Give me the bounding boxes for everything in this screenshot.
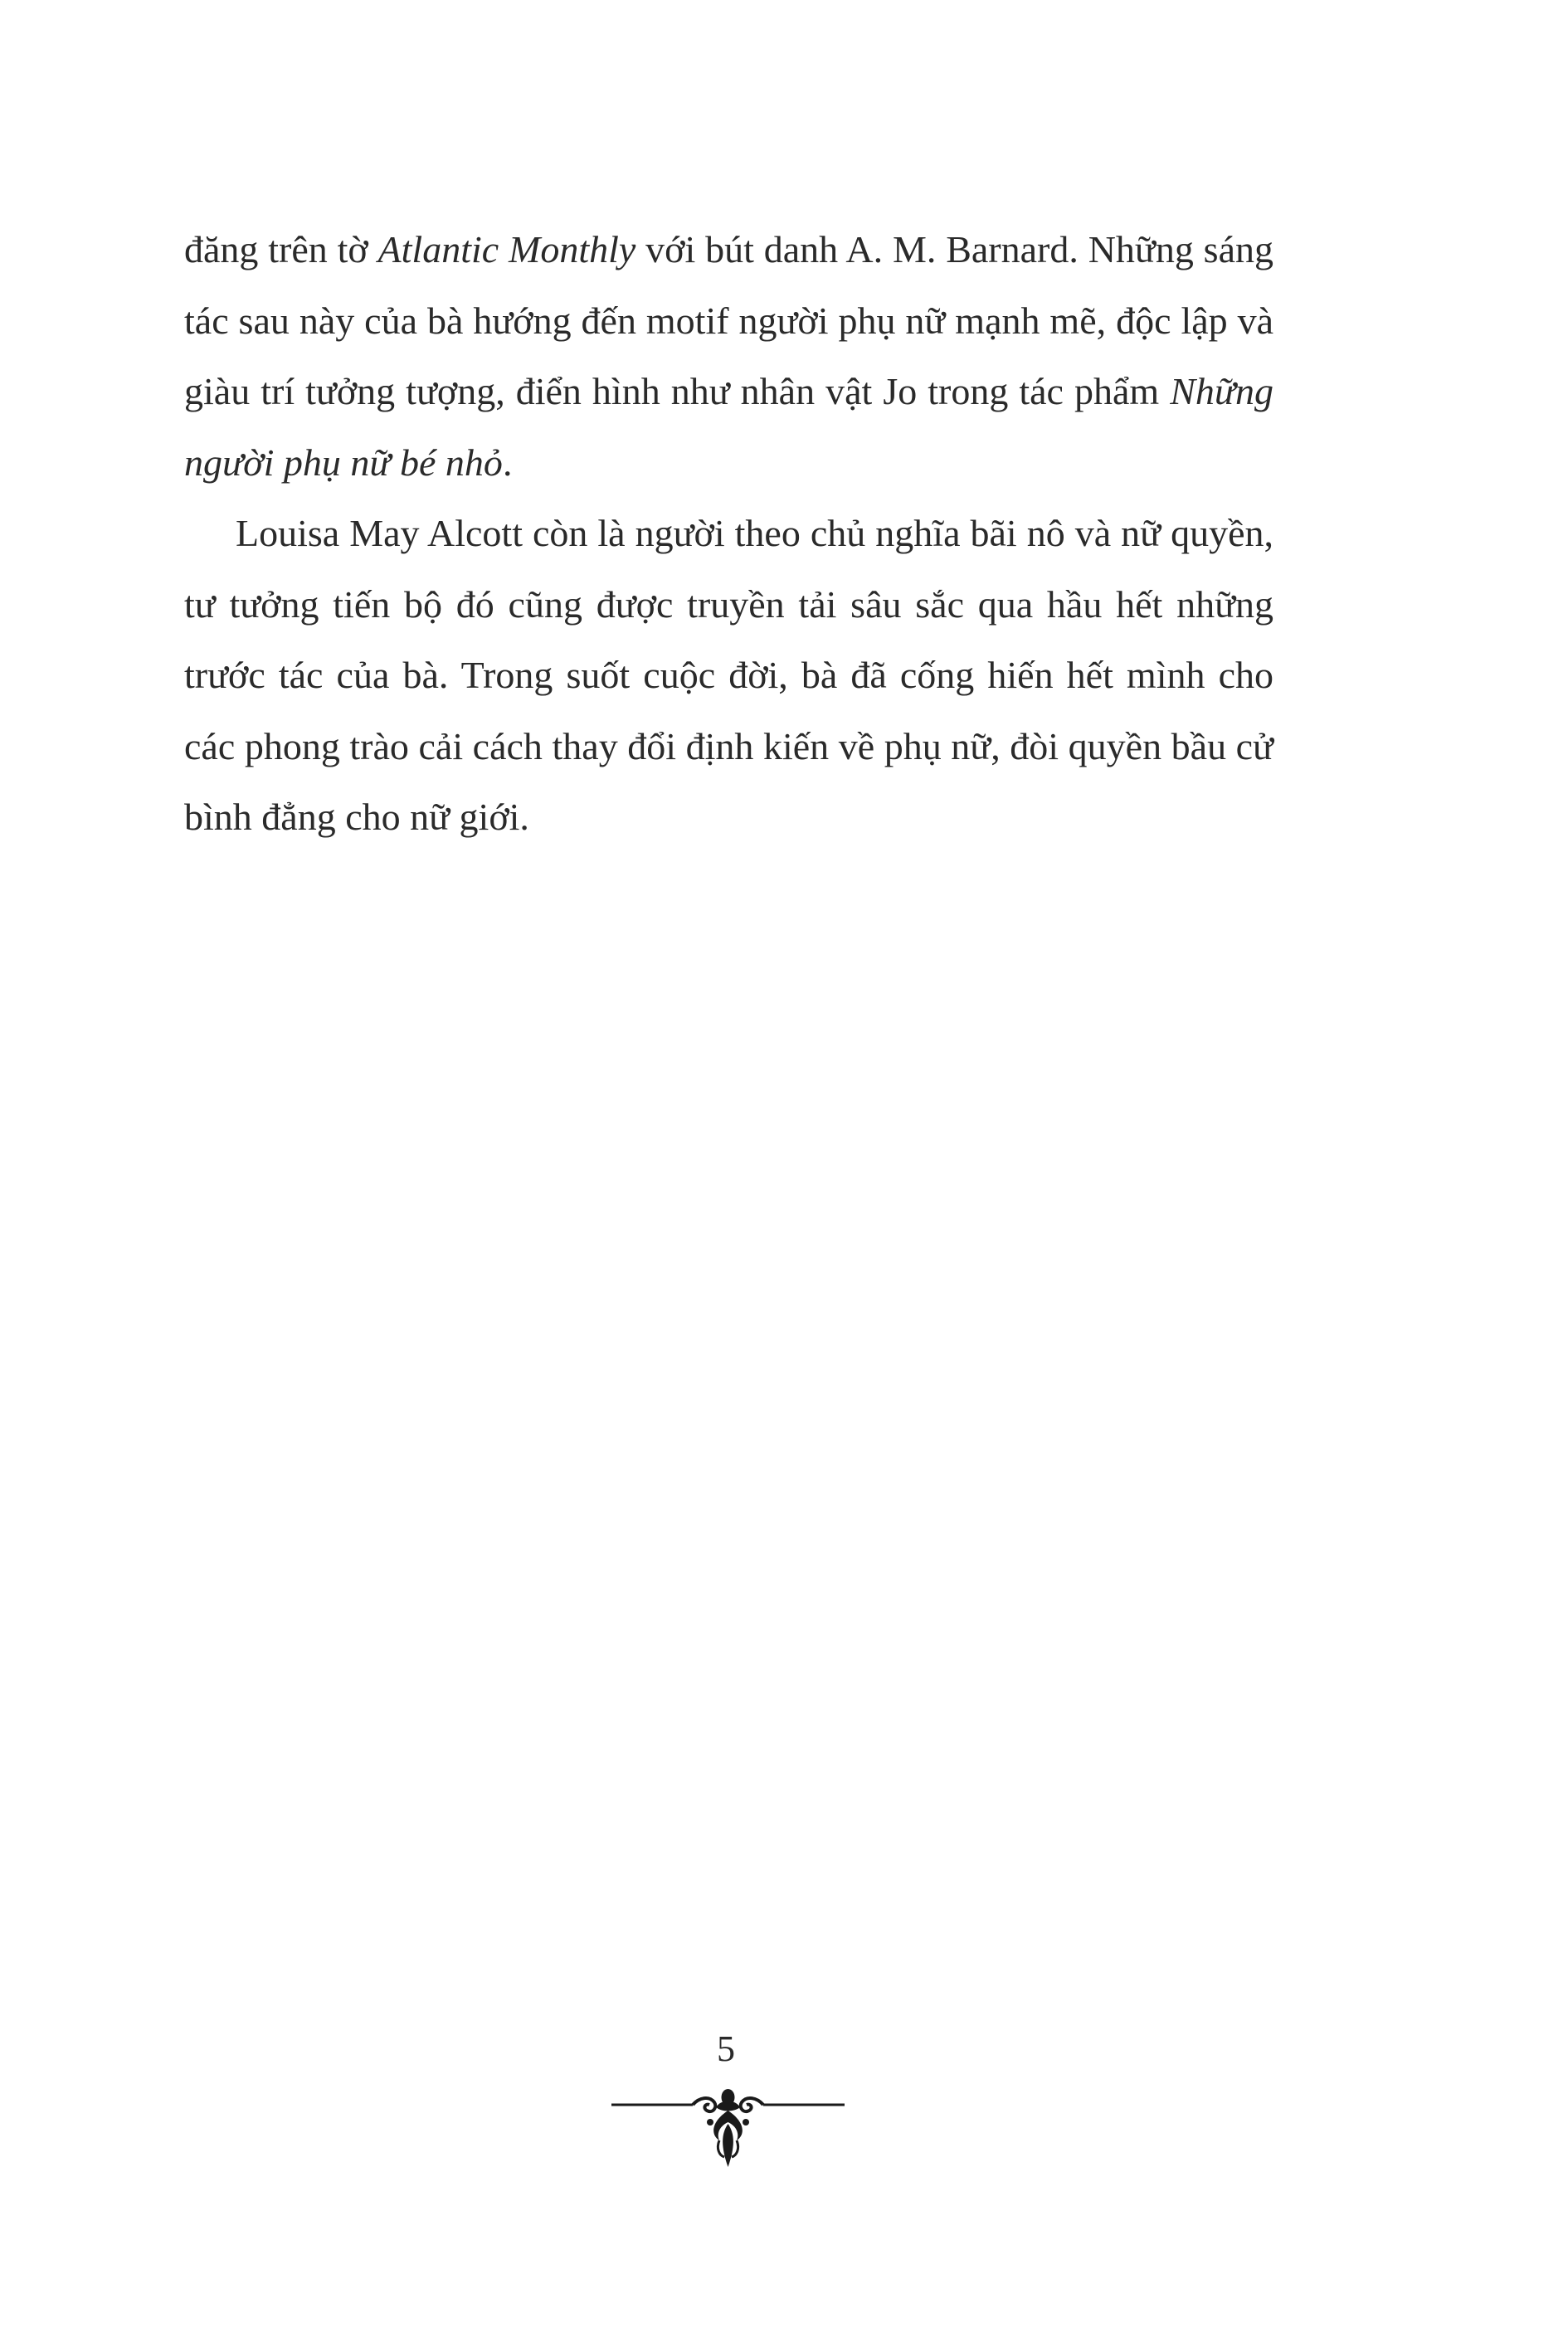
paragraph-text: . bbox=[502, 441, 513, 484]
paragraph-text: đăng trên tờ bbox=[184, 228, 378, 270]
paragraph-alcott-feminism: Louisa May Alcott còn là người theo chủ nghĩa bãi nô và nữ quyền, tư tưởng tiến bộ đó cũng được truyền tải sâu sắc qua hầu hết những trước tác của bà. Trong suốt cuộc đời, bà đã cống hiến hết mình cho các phong trào cải cách thay đổi định kiến về phụ nữ, đòi quyền bầu cử bình đẳng cho nữ giới. bbox=[184, 512, 1273, 838]
flourish-ornament-icon bbox=[610, 2074, 846, 2169]
page-number: 5 bbox=[717, 2028, 735, 2069]
paragraph-text: với bút danh A. M. Barnard. Những sáng tác sau này của bà hướng đến motif người phụ nữ mạnh mẽ, độc lập và giàu trí tưởng tượng, điển hình như nhân vật Jo trong tác phẩm bbox=[184, 228, 1274, 412]
magazine-title: Atlantic Monthly bbox=[377, 228, 636, 270]
body-text bbox=[184, 214, 1273, 853]
page-footer bbox=[0, 2024, 1568, 2190]
paragraph-continued bbox=[184, 214, 1273, 498]
book-title: Những người phụ nữ bé nhỏ bbox=[184, 370, 1273, 484]
